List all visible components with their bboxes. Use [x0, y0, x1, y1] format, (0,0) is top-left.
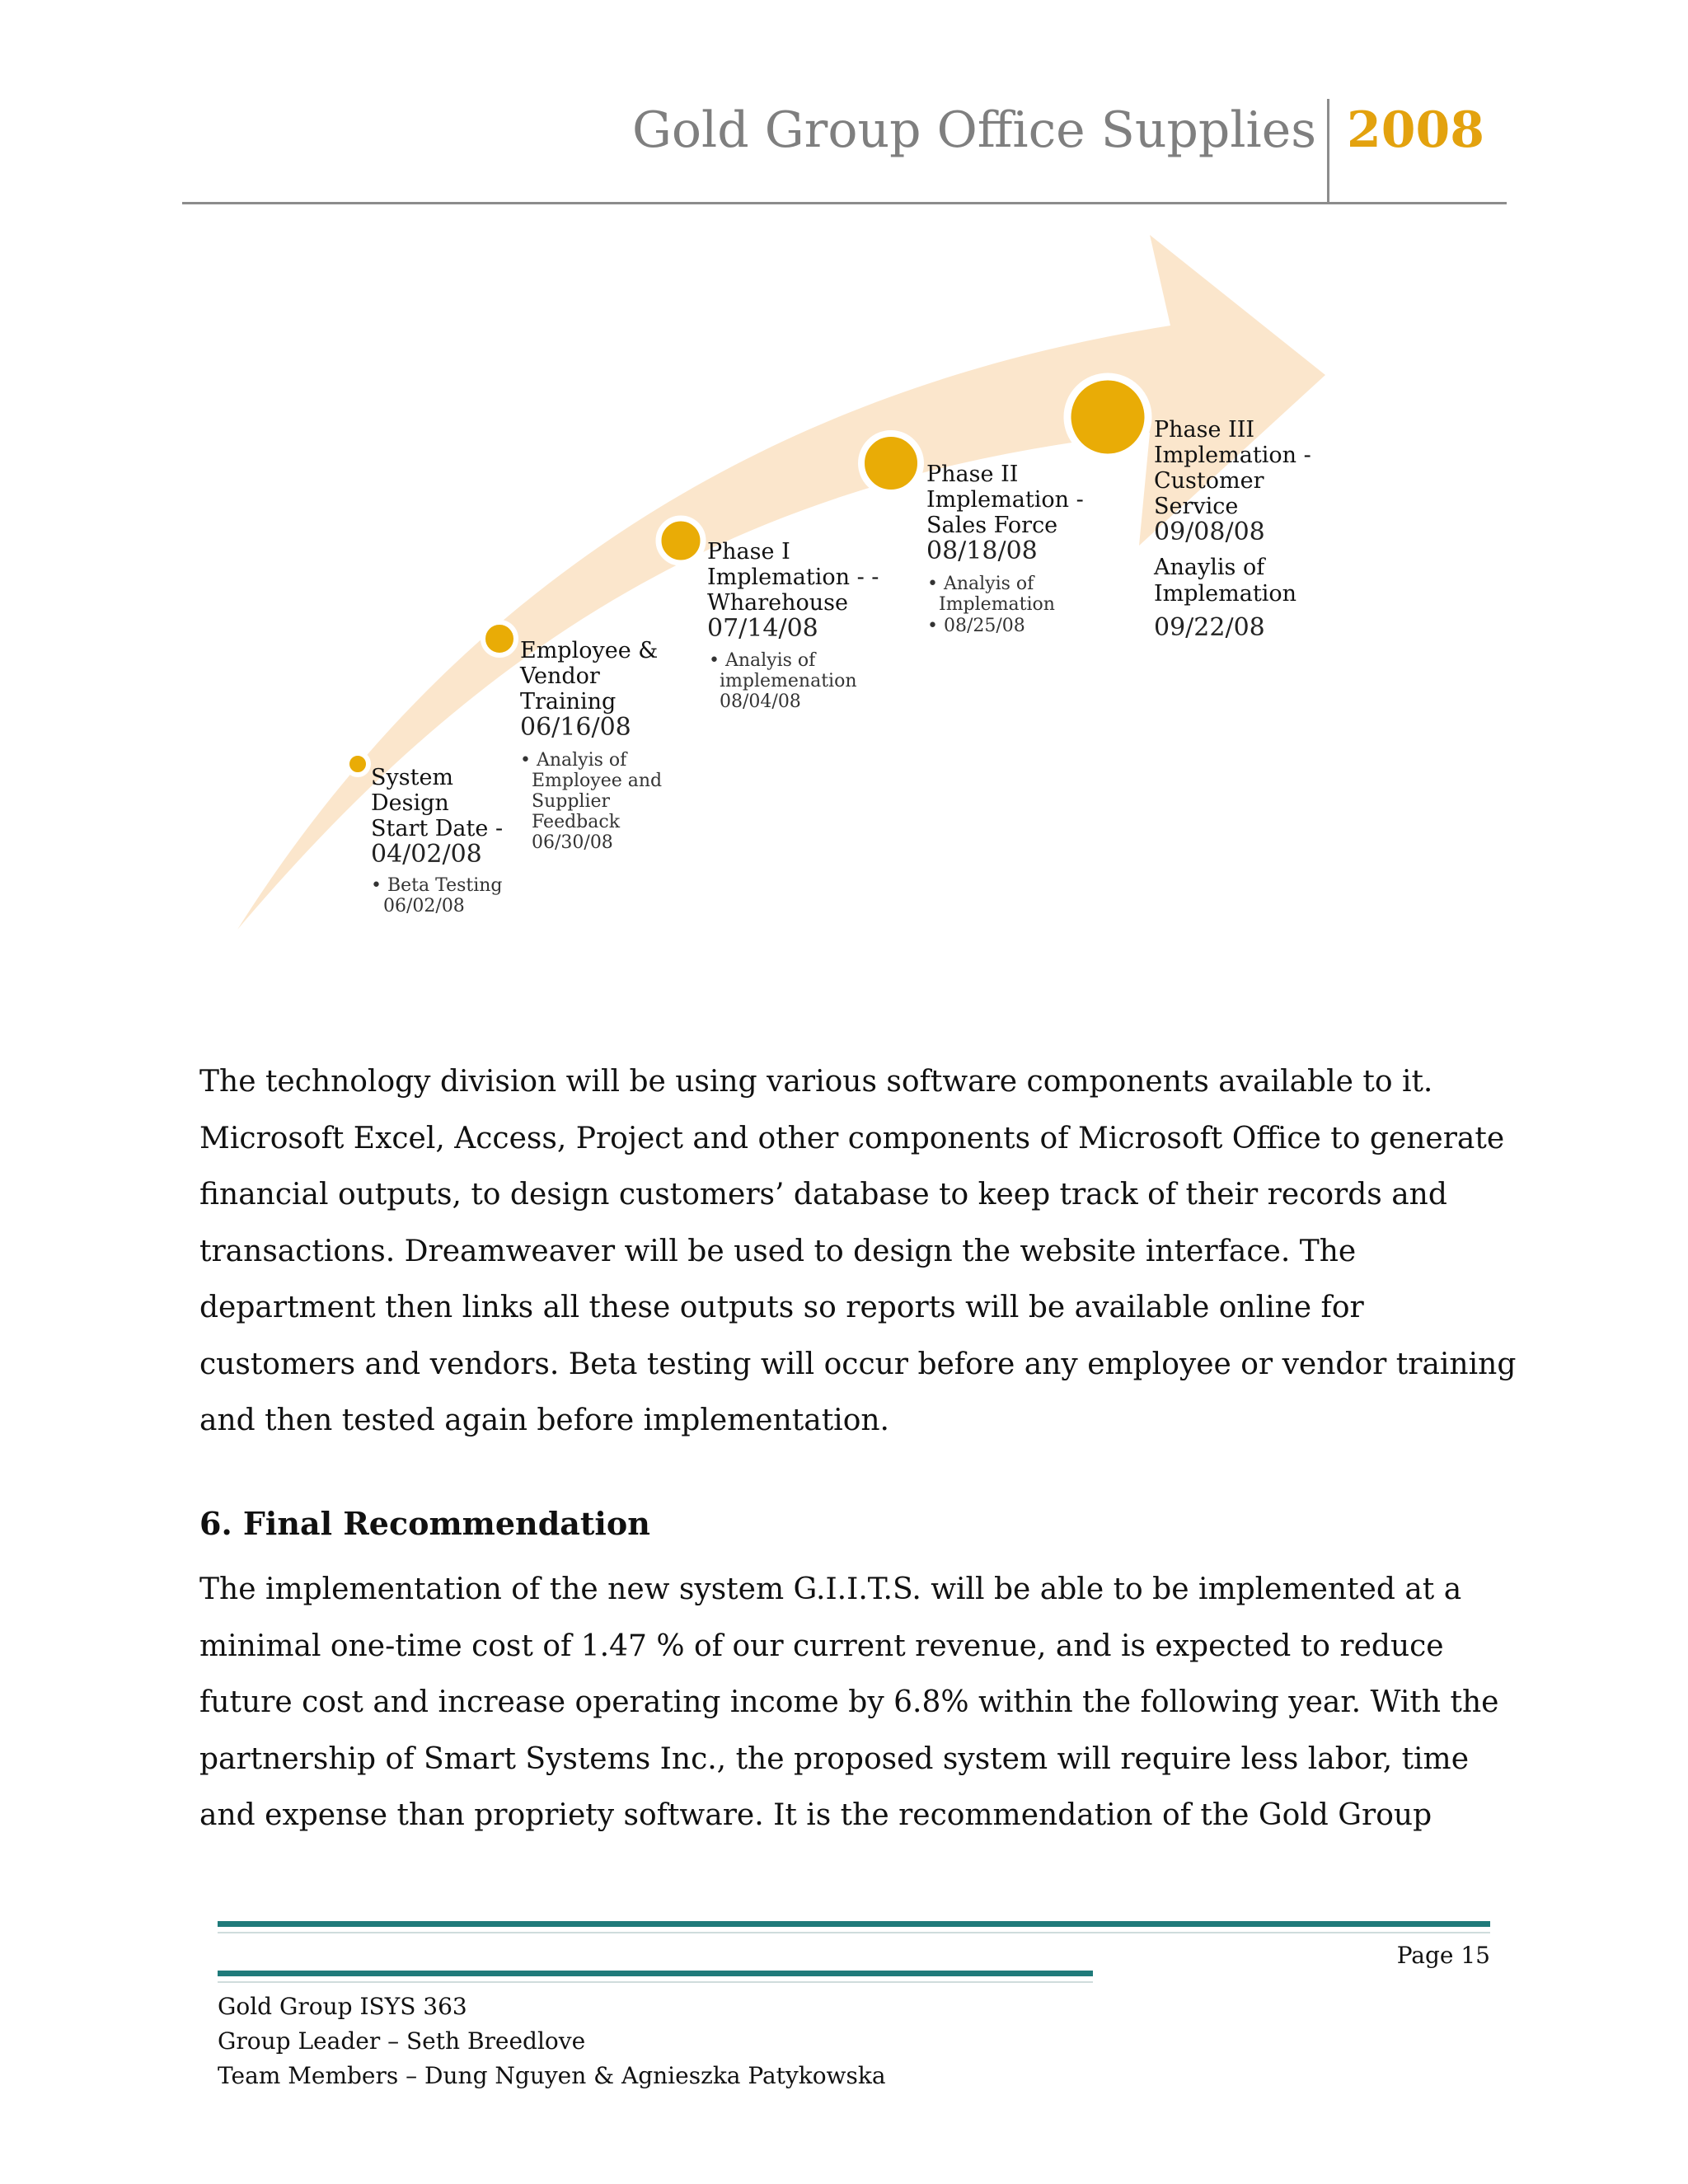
milestone-extra: [1153, 555, 1296, 607]
footer-line: Gold Group ISYS 363: [218, 1993, 467, 2020]
footer-rule-thin: [218, 1932, 1490, 1933]
milestone-extra-date: 09/22/08: [1154, 613, 1265, 642]
paragraph-text: The implementation of the new system G.I.I.T.S. will be able to be implemented at a minimal one-time cost of 1.47 % of our current revenue, and is expected to reduce future cost and increase operating income by 6.8% within the following year. With the partnership of Smart Systems Inc., the proposed system will require less labor, time and expense than propriety software. It is the recommendation of the Gold Group: [199, 1572, 1499, 1832]
milestone-dot: [659, 518, 703, 563]
milestone-title-line: Design: [371, 790, 449, 816]
milestone-dot: [1067, 377, 1148, 457]
milestone-extra-line: Implemation: [1154, 581, 1296, 607]
section-heading: 6. Final Recommendation: [199, 1505, 650, 1542]
milestone-title-line: Vendor: [520, 663, 600, 689]
milestone-date: 07/14/08: [707, 614, 818, 643]
milestone-note-line: • Analyis of: [709, 650, 816, 671]
footer-credits: [218, 1990, 886, 2093]
milestone-title-line: Customer: [1154, 468, 1264, 494]
milestone-date: 09/08/08: [1154, 518, 1265, 546]
milestone-note-line: • Analyis of: [927, 574, 1034, 594]
milestone-title: [926, 462, 1090, 538]
milestone-title: [371, 765, 503, 841]
milestone-title: [1154, 417, 1318, 519]
milestone-5: [1067, 377, 1318, 642]
timeline-diagram: [0, 0, 1688, 956]
milestone-dot: [483, 622, 516, 655]
milestone-note: [927, 574, 1061, 636]
milestone-note: [520, 750, 668, 853]
milestone-note-line: Supplier: [532, 791, 611, 812]
milestone-note-line: Employee and: [532, 771, 663, 791]
footer-rule: [218, 1971, 1093, 1976]
body-paragraph: [199, 1562, 1518, 1844]
milestone-title-line: Phase II: [926, 462, 1019, 487]
milestone-title-line: Implemation -: [1154, 443, 1311, 468]
footer-rule-thin: [218, 1981, 1093, 1983]
milestone-date: 08/18/08: [926, 537, 1038, 565]
document-title: Gold Group Office Supplies: [631, 101, 1316, 159]
footer-line: Team Members – Dung Nguyen & Agnieszka Patykowska: [218, 2062, 886, 2089]
milestone-title-line: Start Date -: [371, 816, 504, 841]
milestone-title-line: Sales Force: [926, 513, 1058, 538]
milestone-title-line: Employee &: [520, 638, 659, 663]
milestone-date: 04/02/08: [371, 840, 482, 869]
milestone-title-line: System: [371, 765, 454, 790]
document-year: 2008: [1347, 101, 1484, 159]
milestone-note: [709, 650, 863, 712]
milestone-3: [659, 518, 886, 712]
milestone-title-line: Implemation - -: [707, 565, 879, 590]
paragraph-text: The technology division will be using various software components available to it. Microsoft Excel, Access, Project and other components of Microsoft Office to generate financial outputs, to design customers’ database to keep track of their records and transactions. Dreamweaver will be used to design the website interface. The department then links all these outputs so reports will be available online for customers and vendors. Beta testing will occur before any employee or vendor training and then tested again before implementation.: [199, 1065, 1517, 1437]
milestone-note-line: 08/04/08: [720, 691, 801, 712]
footer-rule: [218, 1921, 1490, 1927]
milestone-title-line: Phase III: [1154, 417, 1255, 443]
footer-line: Group Leader – Seth Breedlove: [218, 2027, 586, 2055]
milestone-title-line: Implemation -: [926, 487, 1084, 513]
milestone-note: [371, 875, 509, 916]
milestone-title-line: Service: [1154, 494, 1239, 519]
milestone-4: [861, 434, 1090, 636]
milestone-date: 06/16/08: [520, 713, 631, 742]
milestone-note-line: Implemation: [939, 594, 1055, 615]
milestone-note-line: • Beta Testing: [371, 875, 503, 896]
milestone-title: [519, 638, 665, 715]
milestone-title: [707, 539, 886, 616]
milestone-dot: [861, 434, 921, 493]
body-paragraph: [199, 1054, 1518, 1450]
milestone-note-line: 06/02/08: [383, 896, 465, 916]
milestone-note-line: Feedback: [532, 812, 621, 832]
milestone-title-line: Training: [520, 689, 617, 715]
milestone-dot: [347, 753, 368, 775]
milestone-title-line: Wharehouse: [707, 590, 848, 616]
milestone-title-line: Phase I: [707, 539, 790, 565]
milestone-extra-line: Anaylis of: [1154, 555, 1265, 580]
milestone-note-line: • 08/25/08: [927, 616, 1025, 636]
milestone-note-line: implemenation: [720, 671, 857, 691]
milestone-note-line: 06/30/08: [532, 832, 613, 853]
page-number: Page 15: [1396, 1942, 1490, 1969]
milestone-1: [347, 753, 509, 916]
milestone-note-line: • Analyis of: [520, 750, 627, 771]
